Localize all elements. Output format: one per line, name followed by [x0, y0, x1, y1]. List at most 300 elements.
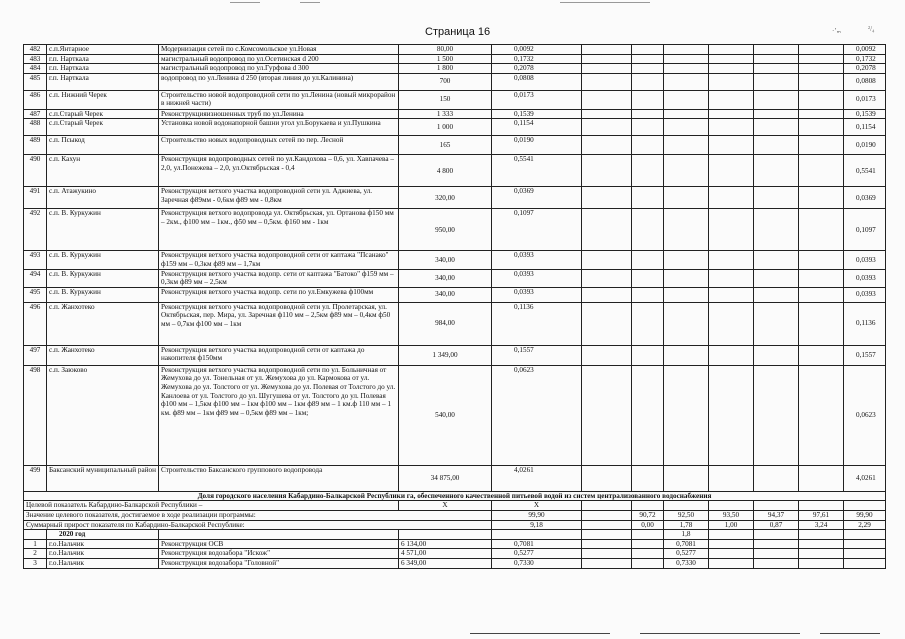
empty-cell — [159, 530, 399, 540]
description-cell: Модернизация сетей по с.Комсомольское ул.Новая — [159, 45, 399, 55]
empty-cell — [664, 501, 709, 511]
length-cell: 80,00 — [399, 45, 492, 55]
description-cell: Реконструкция ветхого участка водопроводной сети по ул. Больничная от Жемухова до ул. Тонельная от ул. Жемухова до ул. Кармокова от ул. Жемухова до ул. Толстого от ул. Жемухова до ул. Полевая от Толстого до ул. Канлоева от ул. Толстого до ул. Шугушева от ул. Толстого до ул. Полевая ф100 мм – 1,5км ф100 мм – 1км ф100 мм – 1км ф89 мм – 1 км.ф 110 мм – 1 км. ф89 мм – 1км ф89 мм – 0,5км ф89 мм – 1км; — [159, 365, 399, 465]
empty-cell — [632, 119, 664, 136]
total-cell: 0,2078 — [844, 64, 886, 74]
empty-cell — [664, 209, 709, 251]
empty-cell — [709, 539, 754, 549]
empty-cell — [844, 539, 886, 549]
length-cell: 1 000 — [399, 119, 492, 136]
table-row — [24, 269, 886, 287]
description-cell: Строительство новых водопроводных сетей по пер. Лесной — [159, 136, 399, 155]
empty-cell — [709, 558, 754, 568]
empty-cell — [799, 501, 844, 511]
value-cell: 4,0261 — [492, 465, 582, 491]
value-cell: 0,0190 — [492, 136, 582, 155]
length-cell: 165 — [399, 136, 492, 155]
empty-cell — [632, 345, 664, 365]
empty-cell — [754, 549, 799, 559]
settlement-cell: с.п. В. Куркужин — [47, 287, 159, 302]
empty-cell — [754, 501, 799, 511]
row-number: 2 — [24, 549, 47, 559]
empty-cell — [582, 558, 632, 568]
empty-cell — [709, 251, 754, 269]
empty-cell — [799, 155, 844, 187]
row-number: 491 — [24, 187, 47, 209]
empty-cell — [709, 465, 754, 491]
empty-cell — [582, 109, 632, 119]
table-row — [24, 465, 886, 491]
indicator-value: 0,87 — [754, 520, 799, 530]
empty-cell — [799, 90, 844, 109]
empty-cell — [799, 119, 844, 136]
value-cell: 0,0808 — [492, 73, 582, 90]
table-row — [24, 287, 886, 302]
row-number: 497 — [24, 345, 47, 365]
growth-label: Суммарный прирост показателя по Кабардино-Балкарской Республике: — [24, 520, 492, 530]
length-cell: 1 333 — [399, 109, 492, 119]
empty-cell — [632, 302, 664, 345]
bottom-scan-line — [640, 633, 800, 634]
target-x: X — [492, 501, 582, 511]
empty-cell — [709, 287, 754, 302]
bottom-scan-line — [470, 633, 610, 634]
row-number: 485 — [24, 73, 47, 90]
empty-cell — [754, 187, 799, 209]
empty-cell — [24, 530, 47, 540]
total-cell: 0,1154 — [844, 119, 886, 136]
empty-cell — [632, 501, 664, 511]
description-cell: Реконструкция ОСВ — [159, 539, 399, 549]
empty-cell — [709, 155, 754, 187]
corner-mark: ²/₄ — [868, 25, 875, 33]
length-cell: 340,00 — [399, 251, 492, 269]
empty-cell — [632, 155, 664, 187]
settlement-cell: с.п. В. Куркужин — [47, 209, 159, 251]
value-cell: 0,0393 — [492, 269, 582, 287]
empty-cell — [754, 287, 799, 302]
empty-cell — [709, 136, 754, 155]
row-number: 483 — [24, 54, 47, 64]
total-cell: 0,0808 — [844, 73, 886, 90]
empty-cell — [632, 251, 664, 269]
empty-cell — [709, 209, 754, 251]
empty-cell — [632, 549, 664, 559]
empty-cell — [664, 119, 709, 136]
empty-cell — [582, 73, 632, 90]
indicator-value: 92,50 — [664, 510, 709, 520]
row-number: 486 — [24, 90, 47, 109]
length-cell: 340,00 — [399, 287, 492, 302]
table-row — [24, 539, 886, 549]
description-cell: Реконструкция ветхого участка водопр. сети от каптажа "Батоко" ф159 мм – 0,3км ф89 мм – 2,5км — [159, 269, 399, 287]
table-row — [24, 251, 886, 269]
total-cell: 0,0190 — [844, 136, 886, 155]
table-row — [24, 345, 886, 365]
description-cell: Реконструкция ветхого участка водопроводной сети ул. Пролетарская, ул. Октябрьская, пер. Мира, ул. Заречная ф110 мм – 2,5км ф89 мм – 0,4км ф50 мм – 0,7км ф100 мм – 1км — [159, 302, 399, 345]
empty-cell — [844, 549, 886, 559]
empty-cell — [664, 64, 709, 74]
value-cell: 0,5277 — [492, 549, 582, 559]
achieved-label: Значение целевого показателя, достигаемое в ходе реализации программы: — [24, 510, 492, 520]
empty-cell — [799, 558, 844, 568]
description-cell: Строительство новой водопроводной сети по ул.Ленина (новый микрорайон в нижней части) — [159, 90, 399, 109]
value-cell: 0,1097 — [492, 209, 582, 251]
empty-cell — [664, 287, 709, 302]
settlement-cell: с.п. Жанхотеко — [47, 345, 159, 365]
achieved-row — [24, 510, 886, 520]
empty-cell — [582, 119, 632, 136]
indicator-value: 0,00 — [632, 520, 664, 530]
empty-cell — [632, 365, 664, 465]
year-label: 2020 год — [47, 530, 159, 540]
description-cell: водопровод по ул.Ленина d 250 (вторая линия до ул.Калинина) — [159, 73, 399, 90]
empty-cell — [399, 530, 492, 540]
description-cell: Реконструкция водозабора "Искож" — [159, 549, 399, 559]
description-cell: магистральный водопровод по ул.Осетинская d 200 — [159, 54, 399, 64]
empty-cell — [582, 539, 632, 549]
total-cell: 0,0393 — [844, 269, 886, 287]
row-number: 489 — [24, 136, 47, 155]
empty-cell — [582, 187, 632, 209]
row-number: 488 — [24, 119, 47, 136]
total-cell: 0,0369 — [844, 187, 886, 209]
empty-cell — [632, 54, 664, 64]
empty-cell — [799, 365, 844, 465]
length-cell: 340,00 — [399, 269, 492, 287]
description-cell: Реконструкция ветхого участка водопр. сети по ул.Емкужева ф100мм — [159, 287, 399, 302]
empty-cell — [754, 539, 799, 549]
length-cell: 6 349,00 — [399, 558, 492, 568]
empty-cell — [632, 90, 664, 109]
empty-cell — [799, 287, 844, 302]
empty-cell — [582, 530, 632, 540]
empty-cell — [664, 136, 709, 155]
row-number: 494 — [24, 269, 47, 287]
settlement-cell: г.п. Нарткала — [47, 64, 159, 74]
length-cell: 1 349,00 — [399, 345, 492, 365]
empty-cell — [632, 109, 664, 119]
empty-cell — [632, 209, 664, 251]
settlement-cell: с.п.Старый Черек — [47, 109, 159, 119]
empty-cell — [664, 187, 709, 209]
total-cell: 0,1097 — [844, 209, 886, 251]
settlement-cell: с.п. Жанхотеко — [47, 302, 159, 345]
empty-cell — [664, 73, 709, 90]
empty-cell — [582, 269, 632, 287]
length-cell: 950,00 — [399, 209, 492, 251]
empty-cell — [754, 209, 799, 251]
section-title: Доля городского населения Кабардино-Балкарской Республики га, обеспеченного качественной питьевой водой из систем централизованного водоснабжения — [24, 491, 886, 501]
total-cell: 0,0393 — [844, 251, 886, 269]
empty-cell — [754, 45, 799, 55]
table-row — [24, 90, 886, 109]
empty-cell — [754, 345, 799, 365]
empty-cell — [492, 530, 582, 540]
year-value: 0,7081 — [664, 539, 709, 549]
empty-cell — [754, 136, 799, 155]
table-body — [24, 45, 886, 569]
value-cell: 0,1557 — [492, 345, 582, 365]
table-row — [24, 558, 886, 568]
settlement-cell: г.п. Нарткала — [47, 54, 159, 64]
empty-cell — [799, 530, 844, 540]
table-row — [24, 302, 886, 345]
indicator-value: 97,61 — [799, 510, 844, 520]
value-cell: 0,0393 — [492, 251, 582, 269]
total-cell: 0,0393 — [844, 287, 886, 302]
total-cell: 0,5541 — [844, 155, 886, 187]
empty-cell — [582, 155, 632, 187]
indicator-value: 2,29 — [844, 520, 886, 530]
indicator-value: 1,00 — [709, 520, 754, 530]
total-cell: 0,0623 — [844, 365, 886, 465]
empty-cell — [709, 109, 754, 119]
year-value: 0,7330 — [664, 558, 709, 568]
indicator-value: 94,37 — [754, 510, 799, 520]
table-row — [24, 109, 886, 119]
empty-cell — [844, 530, 886, 540]
total-cell: 0,0092 — [844, 45, 886, 55]
empty-cell — [582, 54, 632, 64]
year-row — [24, 530, 886, 540]
section-title-row — [24, 491, 886, 501]
empty-cell — [799, 64, 844, 74]
value-cell: 0,0623 — [492, 365, 582, 465]
description-cell: Реконструкция ветхого водопровода ул. Октябрьская, ул. Ортанова ф150 мм – 2км., ф100 мм – 1км., ф50 мм – 0,5км. ф160 мм - 1км — [159, 209, 399, 251]
empty-cell — [664, 251, 709, 269]
empty-cell — [582, 345, 632, 365]
row-number: 484 — [24, 64, 47, 74]
settlement-cell: с.п. Заюково — [47, 365, 159, 465]
bottom-scan-line — [820, 633, 880, 634]
value-cell: 0,0393 — [492, 287, 582, 302]
total-cell: 4,0261 — [844, 465, 886, 491]
value-cell: 0,0173 — [492, 90, 582, 109]
empty-cell — [799, 269, 844, 287]
empty-cell — [664, 54, 709, 64]
table-row — [24, 155, 886, 187]
table-row — [24, 73, 886, 90]
corner-mark: ·’ₘ — [832, 27, 842, 35]
value-cell: 0,5541 — [492, 155, 582, 187]
empty-cell — [664, 155, 709, 187]
empty-cell — [632, 136, 664, 155]
empty-cell — [709, 119, 754, 136]
empty-cell — [582, 287, 632, 302]
settlement-cell: г.о.Нальчик — [47, 539, 159, 549]
empty-cell — [799, 73, 844, 90]
empty-cell — [799, 251, 844, 269]
value-cell: 0,1732 — [492, 54, 582, 64]
empty-cell — [754, 54, 799, 64]
description-cell: Реконструкция водозабора "Головной" — [159, 558, 399, 568]
empty-cell — [632, 465, 664, 491]
empty-cell — [632, 269, 664, 287]
settlement-cell: г.п. Нарткала — [47, 73, 159, 90]
empty-cell — [709, 45, 754, 55]
empty-cell — [709, 302, 754, 345]
empty-cell — [844, 501, 886, 511]
row-number: 498 — [24, 365, 47, 465]
total-cell: 0,1732 — [844, 54, 886, 64]
indicator-value: 90,72 — [632, 510, 664, 520]
indicator-value: 99,90 — [492, 510, 582, 520]
value-cell: 0,7330 — [492, 558, 582, 568]
length-cell: 150 — [399, 90, 492, 109]
description-cell: магистральный водопровод по ул.Гурфова d 300 — [159, 64, 399, 74]
total-cell: 0,0173 — [844, 90, 886, 109]
length-cell: 1 500 — [399, 54, 492, 64]
empty-cell — [754, 365, 799, 465]
empty-cell — [632, 73, 664, 90]
row-number: 495 — [24, 287, 47, 302]
empty-cell — [582, 90, 632, 109]
top-scan-line — [230, 2, 260, 3]
empty-cell — [754, 73, 799, 90]
empty-cell — [709, 530, 754, 540]
empty-cell — [582, 136, 632, 155]
empty-cell — [709, 549, 754, 559]
empty-cell — [754, 64, 799, 74]
empty-cell — [709, 345, 754, 365]
empty-cell — [754, 90, 799, 109]
table-row — [24, 136, 886, 155]
indicator-value: 93,50 — [709, 510, 754, 520]
empty-cell — [799, 539, 844, 549]
empty-cell — [582, 520, 632, 530]
total-cell: 0,1136 — [844, 302, 886, 345]
description-cell: Реконструкция ветхого участка водопроводной сети от каптажа "Псанако" ф159 мм – 0,3км ф89 мм – 1,7км — [159, 251, 399, 269]
length-cell: 4 571,00 — [399, 549, 492, 559]
length-cell: 984,00 — [399, 302, 492, 345]
row-number: 490 — [24, 155, 47, 187]
target-row — [24, 501, 886, 511]
row-number: 3 — [24, 558, 47, 568]
target-x: X — [399, 501, 492, 511]
value-cell: 0,2078 — [492, 64, 582, 74]
empty-cell — [754, 530, 799, 540]
table-row — [24, 209, 886, 251]
empty-cell — [799, 136, 844, 155]
settlement-cell: г.о.Нальчик — [47, 558, 159, 568]
empty-cell — [709, 54, 754, 64]
empty-cell — [632, 539, 664, 549]
table-row — [24, 54, 886, 64]
growth-row — [24, 520, 886, 530]
empty-cell — [664, 45, 709, 55]
value-cell: 0,1154 — [492, 119, 582, 136]
length-cell: 1 800 — [399, 64, 492, 74]
settlement-cell: с.п.Старый Черек — [47, 119, 159, 136]
empty-cell — [709, 187, 754, 209]
settlement-cell: г.о.Нальчик — [47, 549, 159, 559]
length-cell: 4 800 — [399, 155, 492, 187]
empty-cell — [664, 269, 709, 287]
value-cell: 0,0369 — [492, 187, 582, 209]
empty-cell — [709, 64, 754, 74]
row-number: 492 — [24, 209, 47, 251]
settlement-cell: Баксанский муниципальный район — [47, 465, 159, 491]
indicator-value: 3,24 — [799, 520, 844, 530]
top-scan-line — [560, 2, 650, 3]
empty-cell — [709, 269, 754, 287]
value-cell: 0,1136 — [492, 302, 582, 345]
description-cell: Реконструкция ветхого участка водопроводной сети от каптажа до накопителя ф150мм — [159, 345, 399, 365]
empty-cell — [799, 45, 844, 55]
empty-cell — [754, 302, 799, 345]
empty-cell — [709, 365, 754, 465]
length-cell: 34 875,00 — [399, 465, 492, 491]
empty-cell — [664, 109, 709, 119]
indicator-value: 99,90 — [844, 510, 886, 520]
empty-cell — [632, 287, 664, 302]
empty-cell — [632, 64, 664, 74]
settlement-cell: с.п. Кахун — [47, 155, 159, 187]
value-cell: 0,0092 — [492, 45, 582, 55]
empty-cell — [632, 530, 664, 540]
row-number: 1 — [24, 539, 47, 549]
row-number: 482 — [24, 45, 47, 55]
empty-cell — [709, 501, 754, 511]
settlement-cell: с.п. Атажукино — [47, 187, 159, 209]
empty-cell — [582, 64, 632, 74]
settlement-cell: с.п. Нижний Черек — [47, 90, 159, 109]
empty-cell — [754, 465, 799, 491]
year-value: 0,5277 — [664, 549, 709, 559]
empty-cell — [754, 155, 799, 187]
empty-cell — [582, 549, 632, 559]
settlement-cell: с.п.Янтарное — [47, 45, 159, 55]
empty-cell — [754, 109, 799, 119]
empty-cell — [582, 209, 632, 251]
indicator-value: 1,78 — [664, 520, 709, 530]
empty-cell — [799, 109, 844, 119]
settlement-cell: с.п. Псыкод — [47, 136, 159, 155]
empty-cell — [632, 187, 664, 209]
empty-cell — [582, 365, 632, 465]
length-cell: 540,00 — [399, 365, 492, 465]
empty-cell — [754, 119, 799, 136]
empty-cell — [799, 549, 844, 559]
empty-cell — [754, 269, 799, 287]
empty-cell — [799, 465, 844, 491]
settlement-cell: с.п. В. Куркужин — [47, 269, 159, 287]
value-cell: 0,7081 — [492, 539, 582, 549]
description-cell: Установка новой водонапорной башни угол ул.Борукаева и ул.Пушкина — [159, 119, 399, 136]
empty-cell — [582, 510, 632, 520]
description-cell: Реконструкцияизношенных труб по ул.Ленина — [159, 109, 399, 119]
empty-cell — [709, 90, 754, 109]
empty-cell — [799, 187, 844, 209]
table-row — [24, 64, 886, 74]
description-cell: Реконструкция водопроводных сетей по ул.Кандохова – 0,6, ул. Хавпачева – 2,0, ул.Понежева – 2,0, ул.Октябрьская - 0,4 — [159, 155, 399, 187]
length-cell: 320,00 — [399, 187, 492, 209]
empty-cell — [799, 345, 844, 365]
table-row — [24, 365, 886, 465]
table-row — [24, 119, 886, 136]
empty-cell — [582, 465, 632, 491]
empty-cell — [799, 209, 844, 251]
total-cell: 0,1557 — [844, 345, 886, 365]
length-cell: 700 — [399, 73, 492, 90]
row-number: 499 — [24, 465, 47, 491]
settlement-cell: с.п. В. Куркужин — [47, 251, 159, 269]
empty-cell — [844, 558, 886, 568]
row-number: 496 — [24, 302, 47, 345]
year-value: 1,8 — [664, 530, 709, 540]
table-row — [24, 45, 886, 55]
